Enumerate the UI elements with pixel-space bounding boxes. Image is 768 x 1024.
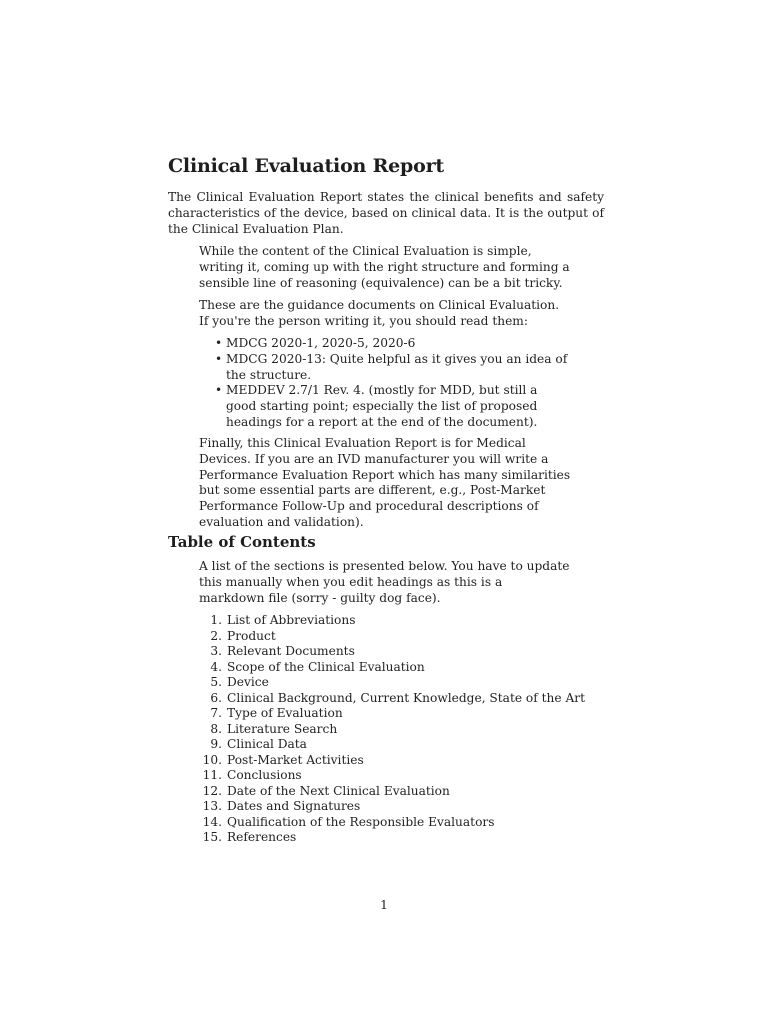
toc-item-label: Qualification of the Responsible Evaluators <box>227 814 495 829</box>
toc-list <box>168 613 585 846</box>
toc-item-label: List of Abbreviations <box>227 613 356 627</box>
toc-item-label: Device <box>227 675 269 689</box>
toc-item-number: 12. <box>202 783 222 798</box>
toc-item-number: 6. <box>210 690 222 705</box>
toc-item <box>168 830 585 846</box>
toc-item-number: 10. <box>202 752 222 767</box>
toc-item-label: Product <box>227 628 276 643</box>
toc-item <box>168 799 585 815</box>
bullet-icon: • <box>215 351 223 366</box>
toc-item-label: Clinical Background, Current Knowledge, State of the Art <box>227 690 586 705</box>
toc-item-number: 3. <box>210 644 222 658</box>
list-item <box>199 336 571 352</box>
list-item-text: MDCG 2020-1, 2020-5, 2020-6 <box>226 336 416 350</box>
toc-item-number: 2. <box>210 628 222 643</box>
list-item <box>199 383 571 430</box>
document-title: Clinical Evaluation Report <box>168 155 444 177</box>
toc-item-label: Scope of the Clinical Evaluation <box>227 659 425 674</box>
quote-paragraph-ivd: Finally, this Clinical Evaluation Report is for Medical Devices. If you are an IVD manufacturer you will write a Performance Evaluation Report which has many similarities but some essential parts are different, e.g., Post-Market Performance Follow-Up and procedural descriptions of evaluation and validation). <box>199 436 571 529</box>
toc-item-label: Relevant Documents <box>227 644 355 658</box>
toc-item-label: Clinical Data <box>227 737 307 751</box>
toc-item-label: Dates and Signatures <box>227 799 361 813</box>
intro-paragraph: The Clinical Evaluation Report states the clinical benefits and safety characteristics of the device, based on clinical data. It is the output of the Clinical Evaluation Plan. <box>168 190 604 236</box>
toc-item <box>168 784 585 800</box>
quote-paragraph-guidance: These are the guidance documents on Clinical Evaluation. If you're the person writing it, you should read them: <box>199 298 560 328</box>
toc-heading: Table of Contents <box>168 533 316 551</box>
page-number: 1 <box>380 898 388 912</box>
toc-item-label: References <box>227 830 297 844</box>
list-item-text: MDCG 2020-13: Quite helpful as it gives you an idea of the structure. <box>226 351 568 382</box>
toc-item-number: 8. <box>210 721 222 736</box>
toc-item <box>168 737 585 753</box>
toc-item-number: 15. <box>202 830 222 844</box>
toc-item <box>168 753 585 769</box>
list-item-text: MEDDEV 2.7/1 Rev. 4. (mostly for MDD, but still a good starting point; especially the list of proposed headings for a report at the end of the document). <box>226 383 538 429</box>
toc-item-number: 4. <box>210 659 222 674</box>
toc-item-number: 7. <box>210 706 222 720</box>
toc-item-label: Post-Market Activities <box>227 752 364 767</box>
toc-item <box>168 706 585 722</box>
toc-item <box>168 660 585 676</box>
toc-item <box>168 675 585 691</box>
list-item <box>199 352 571 384</box>
quote-paragraph-structure: While the content of the Clinical Evaluation is simple, writing it, coming up with the right structure and forming a sensible line of reasoning (equivalence) can be a bit tricky. <box>199 244 570 290</box>
bullet-icon: • <box>215 336 223 350</box>
toc-item-number: 13. <box>202 799 222 813</box>
toc-item <box>168 613 585 629</box>
toc-item-label: Conclusions <box>227 768 302 782</box>
toc-item <box>168 629 585 645</box>
toc-item-number: 9. <box>210 737 222 751</box>
toc-item <box>168 691 585 707</box>
toc-item-number: 5. <box>210 675 222 689</box>
toc-item <box>168 722 585 738</box>
toc-intro-paragraph: A list of the sections is presented below. You have to update this manually when you edit headings as this is a markdown file (sorry - guilty dog face). <box>199 559 570 605</box>
toc-item <box>168 644 585 660</box>
toc-item-number: 11. <box>202 768 222 782</box>
toc-item-label: Type of Evaluation <box>227 706 343 720</box>
toc-item-label: Date of the Next Clinical Evaluation <box>227 783 450 798</box>
toc-item-number: 1. <box>210 613 222 627</box>
bullet-icon: • <box>215 383 223 398</box>
toc-item-number: 14. <box>202 814 222 829</box>
toc-item <box>168 815 585 831</box>
guidance-list <box>199 336 571 431</box>
toc-item <box>168 768 585 784</box>
toc-item-label: Literature Search <box>227 721 338 736</box>
